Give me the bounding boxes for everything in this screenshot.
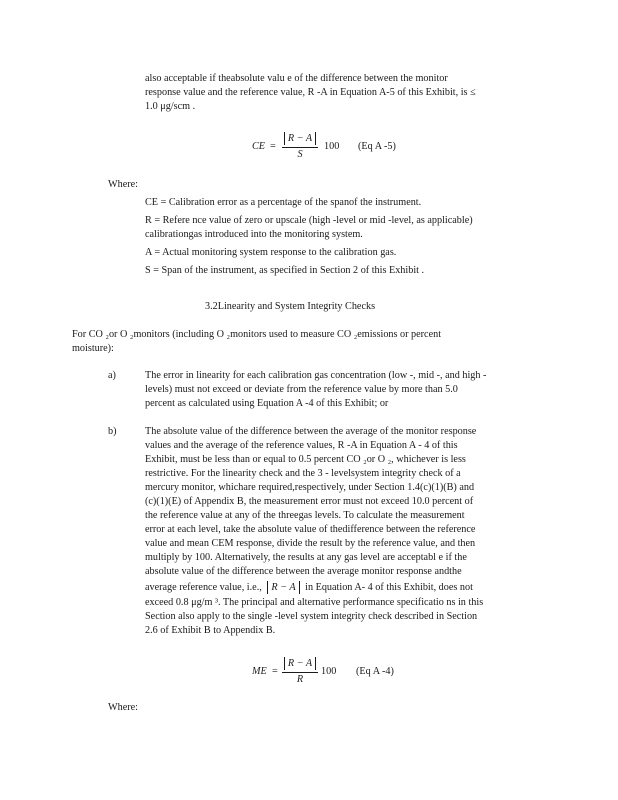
eq-ce-label: (Eq A -5): [358, 141, 396, 152]
eq-me-times: 100: [321, 666, 337, 677]
item-b-line-12-post: in Equation A- 4 of this Exhibit, does not: [305, 582, 473, 593]
item-b-line-12-pre: average reference value, i.e.,: [145, 582, 262, 593]
eq-ce-fraction: [282, 132, 318, 162]
def-a: A = Actual monitoring system response to the calibration gas.: [145, 247, 397, 258]
item-b-line: the reference value at any of the threegas levels. To calculate the measurement: [145, 510, 465, 521]
item-b-line: value and mean CEM response, divide the result by the reference value, and then: [145, 538, 476, 549]
item-b-line: absolute value of the difference between the average monitor response andthe: [145, 566, 462, 577]
where-label-1: Where:: [108, 179, 138, 190]
item-b-line: The absolute value of the difference between the average of the monitor response: [145, 426, 477, 437]
def-r: R = Refere nce value of zero or upscale (high -level or mid -level, as applicable): [145, 215, 473, 226]
def-r-cont: calibrationgas introduced into the monitoring system.: [145, 229, 363, 240]
where-label-2: Where:: [108, 702, 138, 713]
item-b-line: mercury monitor, whichare required,respectively, under Section 1.4(c)(1)(B) and: [145, 482, 475, 493]
item-b-text: [145, 425, 545, 638]
abs-r-minus-a: R − A: [267, 581, 299, 594]
def-s: S = Span of the instrument, as specified in Section 2 of this Exhibit .: [145, 265, 425, 276]
item-b-line: Exhibit, must be less than or equal to 0.5 percent CO ₂or O ₂, whichever is less: [145, 454, 466, 465]
intro-line-2: moisture):: [72, 343, 114, 354]
item-b-line: values and the average of the reference values, R -A in Equation A - 4 of this: [145, 440, 458, 451]
eq-ce-denominator: S: [297, 149, 303, 160]
item-b-line: error at each level, take the absolute value of thedifference between the reference: [145, 524, 476, 535]
item-a-line: percent as calculated using Equation A -4 of this Exhibit; or: [145, 398, 389, 409]
eq-ce-numerator: R − A: [282, 132, 318, 146]
item-b-line: restrictive. For the linearity check and the 3 - levelsystem integrity check of a: [145, 468, 461, 479]
eq-me-label: (Eq A -4): [356, 666, 394, 677]
eq-me-lhs: ME: [252, 666, 267, 677]
eq-ce-equals: =: [270, 141, 276, 152]
def-ce: CE = Calibration error as a percentage of the spanof the instrument.: [145, 197, 422, 208]
item-a-line: levels) must not exceed or deviate from the reference value by more than 5.0: [145, 384, 458, 395]
item-b-label: b): [108, 426, 117, 437]
eq-me-denominator: R: [296, 674, 304, 685]
top-line-1: also acceptable if theabsolute valu e of the difference between the monitor: [145, 73, 448, 84]
eq-ce-times: 100: [324, 141, 340, 152]
definitions: [145, 196, 545, 278]
item-b-line: multiply by 100. Alternatively, the results at any gas level are acceptabl e if the: [145, 552, 467, 563]
item-b-line: exceed 0.8 μg/m ³. The principal and alternative performance specificatio ns in this: [145, 597, 484, 608]
item-a-text: [145, 369, 545, 411]
item-a-label: a): [108, 370, 116, 381]
item-b-line-12: [145, 579, 545, 596]
eq-me-numerator: R − A: [282, 657, 318, 671]
top-line-2: response value and the reference value, R -A in Equation A-5 of this Exhibit, is ≤: [145, 87, 476, 98]
item-b-line: 2.6 of Exhibit B to Appendix B.: [145, 625, 276, 636]
intro-paragraph: [72, 328, 542, 356]
intro-line-1: For CO ₂or O ₂monitors (including O ₂monitors used to measure CO ₂emissions or percent: [72, 329, 442, 340]
eq-me-equals: =: [272, 666, 278, 677]
item-a-line: The error in linearity for each calibration gas concentration (low -, mid -, and high -: [145, 370, 487, 381]
section-heading: 3.2Linearity and System Integrity Checks: [205, 301, 376, 312]
top-line-3: 1.0 μg/scm .: [145, 101, 196, 112]
item-b-line: (c)(1)(E) of Appendix B, the measurement error must not exceed 10.0 percent of: [145, 496, 474, 507]
item-b-line: Section also apply to the single -level system integrity check described in Section: [145, 611, 478, 622]
eq-ce-lhs: CE: [252, 141, 266, 152]
top-paragraph: [145, 72, 540, 114]
eq-me-fraction: [282, 657, 318, 687]
